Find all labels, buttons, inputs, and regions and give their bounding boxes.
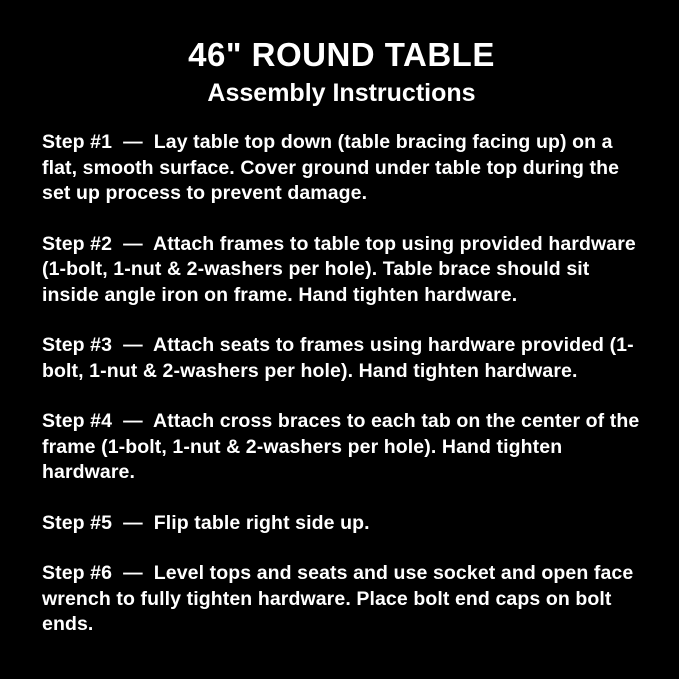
step-2-paragraph: Step #2 — Attach frames to table top using provided hardware (1-bolt, 1-nut & 2-washers per hole). Table brace should sit inside angle iron on frame. Hand tighten hardware. — [42, 232, 642, 306]
page-title: 46" ROUND TABLE — [188, 36, 495, 73]
step-1-paragraph: Step #1 — Lay table top down (table bracing facing up) on a flat, smooth surface. Cover ground under table top during the set up process to prevent damage. — [42, 131, 625, 204]
header — [42, 36, 641, 108]
step-6-paragraph: Step #6 — Level tops and seats and use socket and open face wrench to fully tighten hardware. Place bolt end caps on bolt ends. — [42, 562, 639, 635]
steps-list — [42, 130, 645, 638]
page-subtitle: Assembly Instructions — [207, 79, 476, 107]
step-3-paragraph: Step #3 — Attach seats to frames using hardware provided (1-bolt, 1-nut & 2-washers per hole). Hand tighten hardware. — [42, 334, 634, 382]
step-4-paragraph: Step #4 — Attach cross braces to each tab on the center of the frame (1-bolt, 1-nut & 2-washers per hole). Hand tighten hardware. — [42, 410, 645, 483]
step-5-paragraph: Step #5 — Flip table right side up. — [42, 511, 370, 534]
